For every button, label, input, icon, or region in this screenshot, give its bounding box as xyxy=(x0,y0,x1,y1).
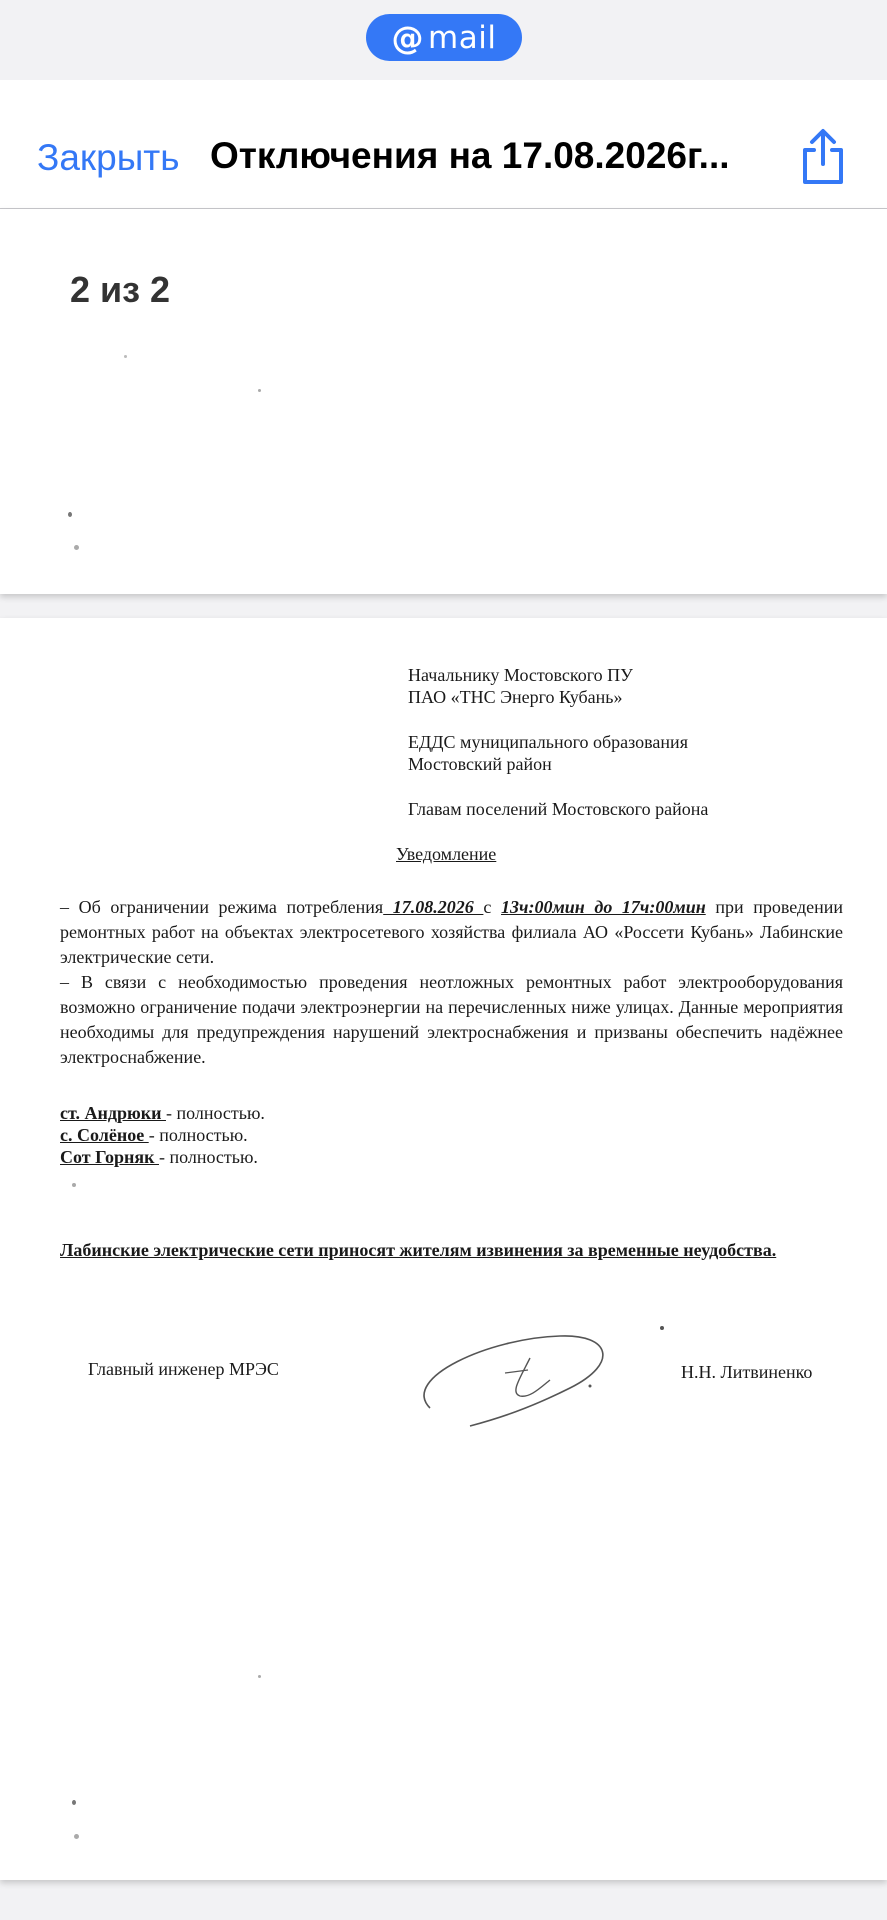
addressee-line: Главам поселений Мостовского района xyxy=(408,799,709,819)
scan-speck xyxy=(74,1834,79,1839)
street-note: - полностью. xyxy=(148,1125,248,1145)
street-note: - полностью. xyxy=(165,1103,265,1123)
addressee-line: Мостовский район xyxy=(408,754,552,774)
para1-mid: с xyxy=(483,897,502,917)
street-name: ст. Андрюки xyxy=(60,1103,166,1123)
addressee-line: ПАО «ТНС Энерго Кубань» xyxy=(408,687,623,707)
street-item xyxy=(60,1124,248,1146)
notice-heading: Уведомление xyxy=(396,844,497,864)
para1-prefix: – Об ограничении режима потребления xyxy=(60,897,384,917)
scan-speck xyxy=(68,512,72,517)
para1-suffix: при проведении ремонтных работ на объектах электросетевого хозяйства филиала АО «Россети Кубань» Лабинские электрические сети. xyxy=(60,897,844,967)
scan-speck xyxy=(72,1800,76,1805)
street-item xyxy=(60,1102,265,1124)
share-icon[interactable] xyxy=(798,128,848,186)
handwritten-signature xyxy=(410,1318,620,1428)
scan-speck xyxy=(72,1183,76,1187)
notice-paragraph-2: – В связи с необходимостью проведения неотложных ремонтных работ электрооборудования возможно ограничение подачи электроэнергии на перечисленных ниже улицах. Данные мероприятия необходимы для предупреждения нарушений электроснабжения и призваны обеспечить надёжнее электроснабжение. xyxy=(60,972,843,1067)
scan-speck xyxy=(258,1675,261,1678)
street-item xyxy=(60,1146,258,1168)
document-title: Отключения на 17.08.2026г... xyxy=(210,135,730,176)
scan-speck xyxy=(74,545,79,550)
page-counter: 2 из 2 xyxy=(70,269,171,310)
street-name: с. Солёное xyxy=(60,1125,149,1145)
outage-date: 17.08.2026 xyxy=(383,897,484,917)
at-icon: @ xyxy=(391,18,425,57)
close-button[interactable]: Закрыть xyxy=(37,137,180,178)
apology-line: Лабинские электрические сети приносят жителям извинения за временные неудобства. xyxy=(60,1240,777,1260)
addressee-line: Начальнику Мостовского ПУ xyxy=(408,665,633,685)
street-note: - полностью. xyxy=(158,1147,258,1167)
document-page-1[interactable] xyxy=(0,209,887,594)
outage-time: 13ч:00мин до 17ч:00мин xyxy=(501,897,706,917)
signatory-name: Н.Н. Литвиненко xyxy=(681,1362,813,1382)
navigation-bar xyxy=(0,80,887,209)
addressee-line: ЕДДС муниципального образования xyxy=(408,732,688,752)
document-page-2[interactable] xyxy=(0,618,887,1880)
street-name: Сот Горняк xyxy=(60,1147,159,1167)
mail-label: mail xyxy=(428,19,497,56)
scan-speck xyxy=(258,389,261,392)
scan-speck xyxy=(124,355,127,358)
mail-status-pill[interactable] xyxy=(366,14,522,61)
scan-speck xyxy=(660,1326,664,1330)
signatory-title: Главный инженер МРЭС xyxy=(88,1359,279,1379)
notice-paragraph-1 xyxy=(60,895,843,970)
